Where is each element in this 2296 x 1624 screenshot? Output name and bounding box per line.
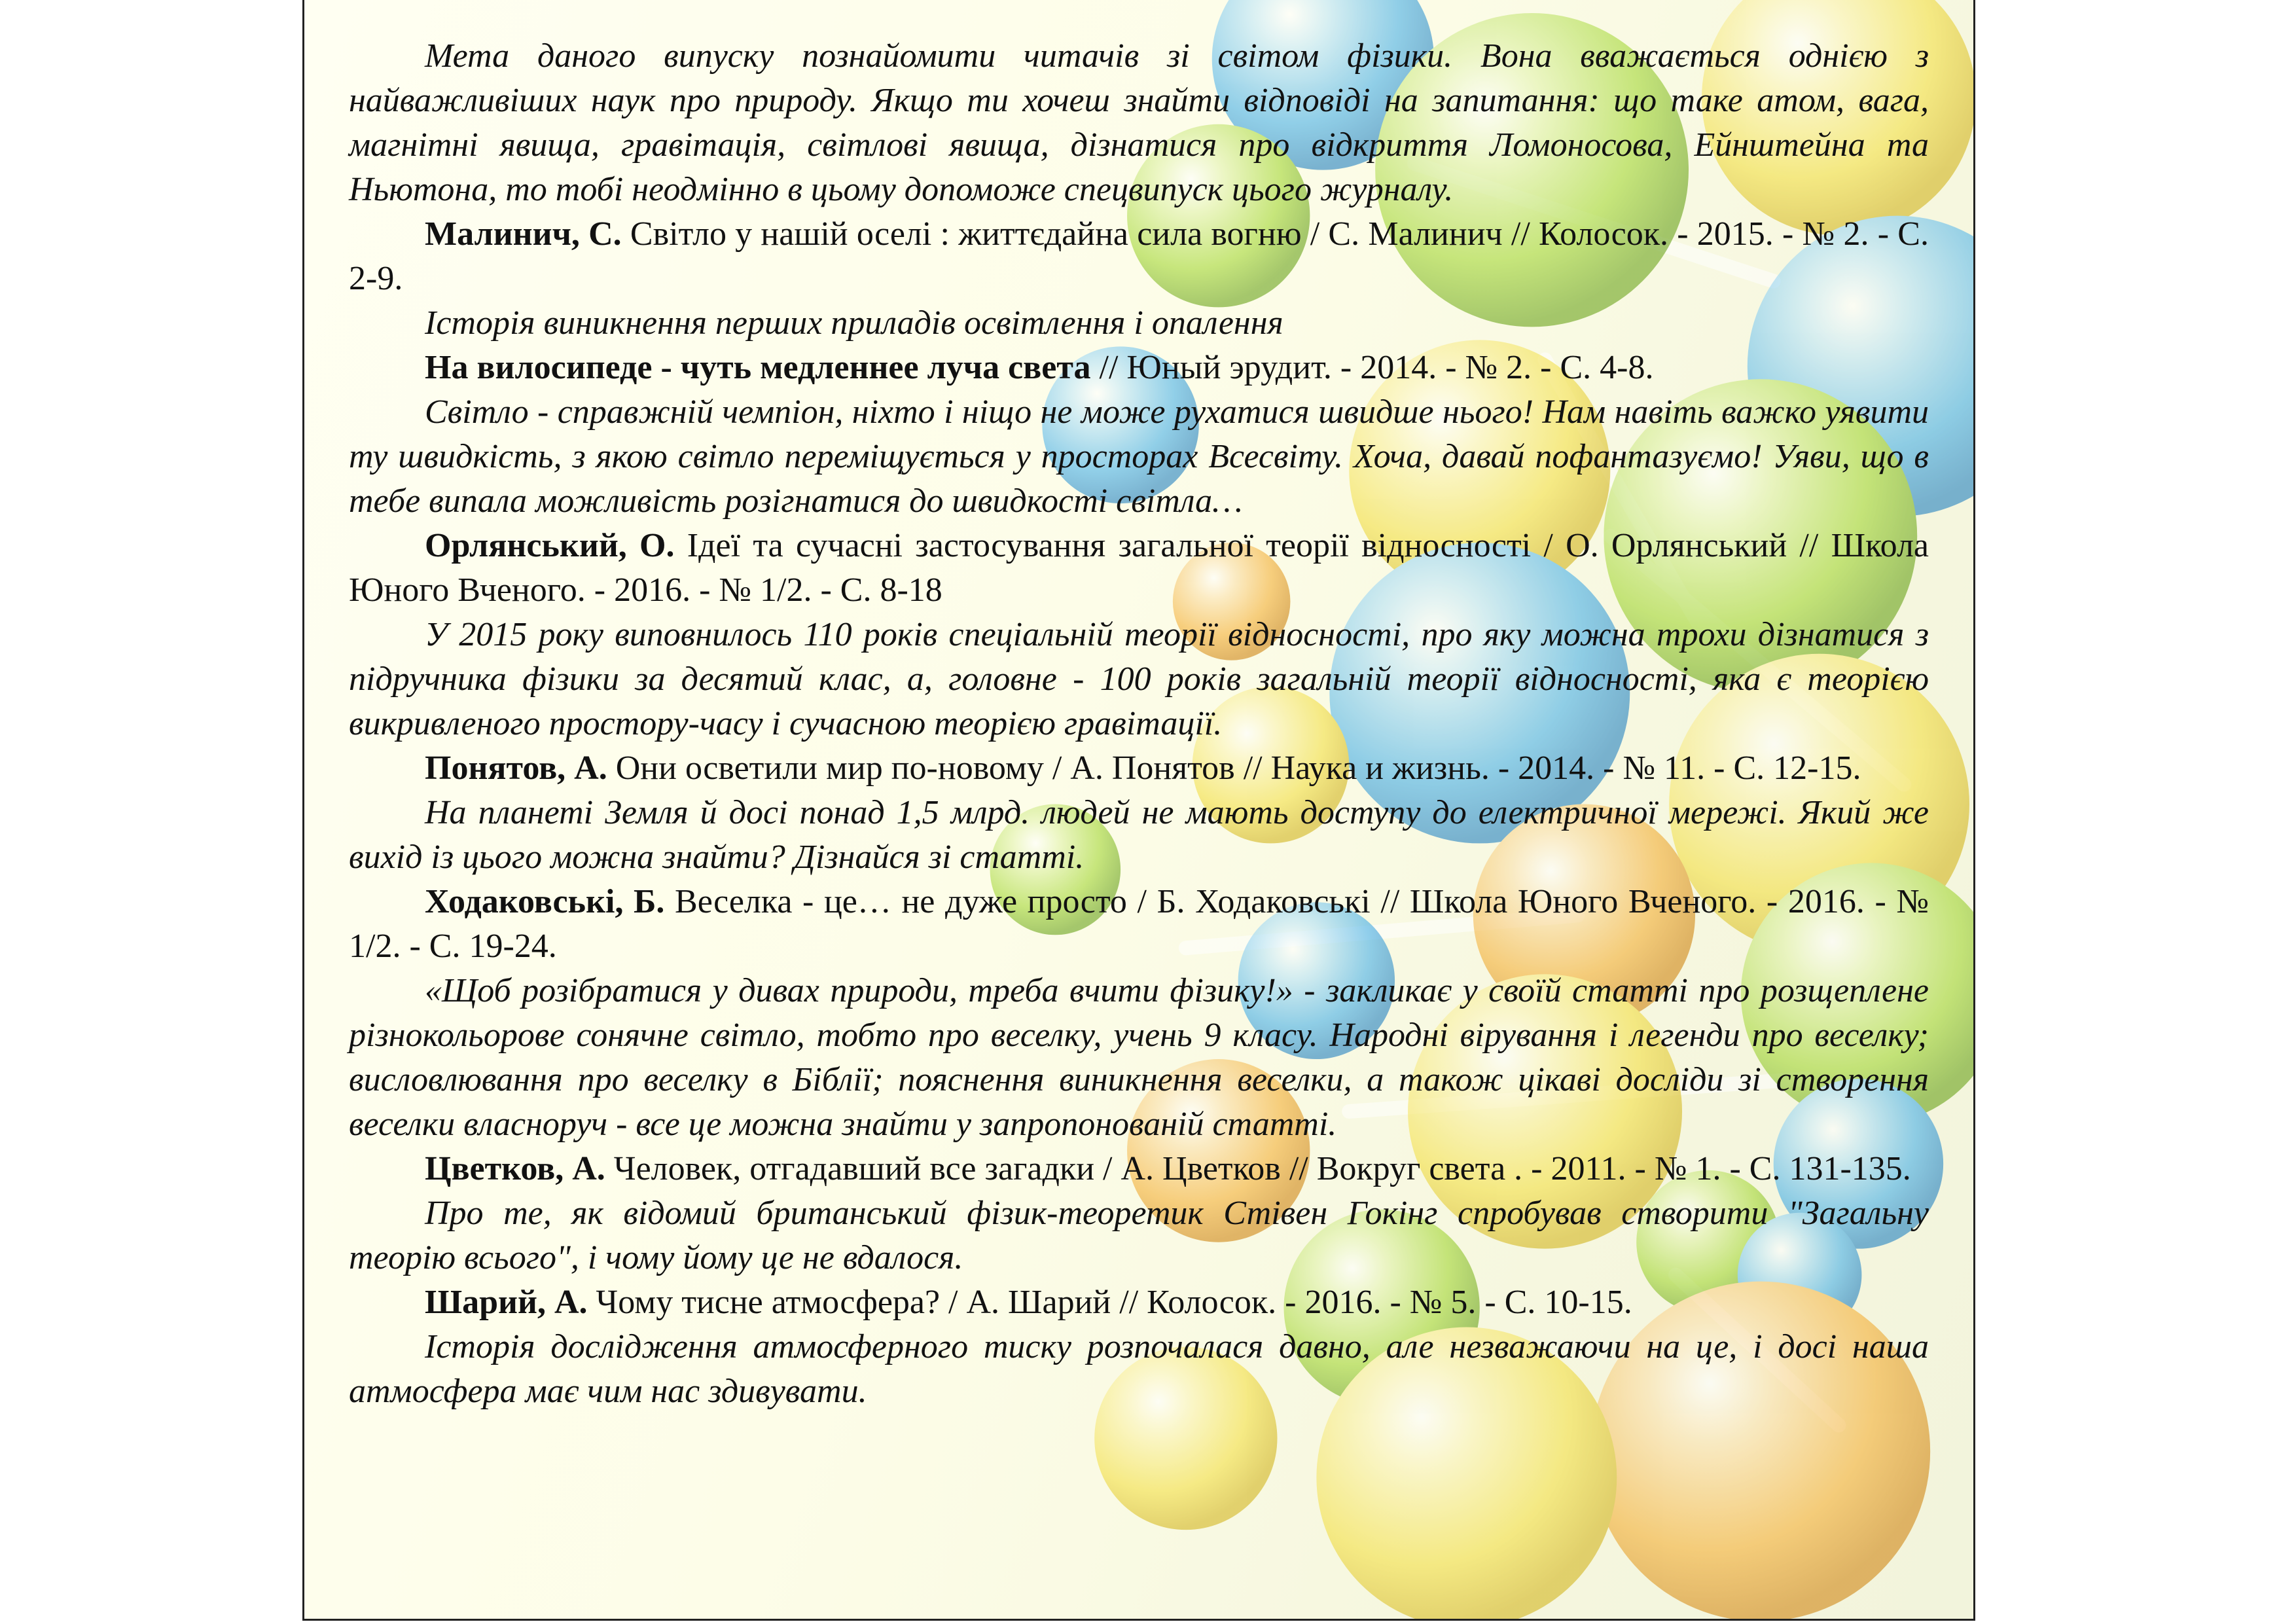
entry-citation	[349, 880, 1929, 969]
entry-details: Человек, отгадавший все загадки / А. Цветков // Вокруг света . - 2011. - № 1. - С. 131-135.	[605, 1150, 1911, 1187]
entry-details: Світло у нашій оселі : життєдайна сила вогню / С. Малинич // Колосок. - 2015. - № 2. - С. 2-9.	[349, 215, 1929, 297]
entry-details: // Юный эрудит. - 2014. - № 2. - С. 4-8.	[1090, 349, 1654, 386]
entry-citation	[349, 1147, 1929, 1191]
entry-citation	[349, 346, 1929, 390]
entry-author: Цветков, А.	[425, 1150, 605, 1187]
entry-citation	[349, 524, 1929, 613]
entry-description: На планеті Земля й досі понад 1,5 млрд. людей не мають доступу до електричної мережі. Який же вихід із цього можна знайти? Дізнайся зі статті.	[349, 794, 1929, 876]
entry-description: «Щоб розібратися у дивах природи, треба вчити фізику!» - закликає у своїй статті про розщеплене різнокольорове сонячне світло, тобто про веселку, учень 9 класу. Народні вірування і легенди про веселку; висловлювання про веселку в Біблії; пояснення виникнення веселки, а також цікаві досліди зі створення веселки власноруч - все це можна знайти у запропонованій статті.	[349, 972, 1929, 1143]
entry-author: На вилосипеде - чуть медленнее луча света	[425, 349, 1091, 386]
entry-details: Чому тисне атмосфера? / А. Шарий // Колосок. - 2016. - № 5. - С. 10-15.	[587, 1284, 1632, 1321]
entry-details: Они осветили мир по-новому / А. Понятов // Наука и жизнь. - 2014. - № 11. - С. 12-15.	[607, 749, 1861, 787]
entry-citation	[349, 746, 1929, 791]
entry-citation	[349, 212, 1929, 301]
bibliography-text	[349, 34, 1929, 1414]
entry-description: Про те, як відомий британський фізик-теоретик Стівен Гокінг спробував створити "Загальну теорію всього", і чому йому це не вдалося.	[349, 1195, 1929, 1276]
entry-author: Малинич, С.	[425, 215, 622, 253]
entry-description: Історія виникнення перших приладів освітлення і опалення	[425, 304, 1283, 342]
entry-author: Понятов, А.	[425, 749, 607, 787]
entry-description: Світло - справжній чемпіон, ніхто і ніщо не може рухатися швидше нього! Нам навіть важко уявити ту швидкість, з якою світло переміщується у просторах Всесвіту. Хоча, давай пофантазуємо! Уяви, що в тебе випала можливість розігнатися до швидкості світла…	[349, 393, 1929, 520]
document-page	[302, 0, 1975, 1621]
entry-details: Веселка - це… не дуже просто / Б. Ходаковські // Школа Юного Вченого. - 2016. - № 1/2. - С. 19-24.	[349, 883, 1929, 965]
intro-paragraph: Мета даного випуску познайомити читачів зі світом фізики. Вона вважається однією з найважливіших наук про природу. Якщо ти хочеш знайти відповіді на запитання: що таке атом, вага, магнітні явища, гравітація, світлові явища, дізнатися про відкриття Ломоносова, Ейнштейна та Ньютона, то тобі неодмінно в цьому допоможе спецвипуск цього журналу.	[349, 37, 1929, 208]
entry-citation	[349, 1280, 1929, 1325]
entry-author: Ходаковські, Б.	[425, 883, 665, 920]
entry-description: У 2015 року виповнилось 110 років спеціальній теорії відносності, про яку можна трохи дізнатися з підручника фізики за десятий клас, а, головне - 100 років загальній теорії відносності, яка є теорією викривленого простору-часу і сучасною теорією гравітації.	[349, 616, 1929, 742]
entry-details: Ідеї та сучасні застосування загальної теорії відносності / О. Орлянський // Школа Юного Вченого. - 2016. - № 1/2. - С. 8-18	[349, 527, 1929, 609]
entry-author: Шарий, А.	[425, 1284, 588, 1321]
entry-author: Орлянський, О.	[425, 527, 675, 564]
entry-description: Історія дослідження атмосферного тиску розпочалася давно, але незважаючи на це, і досі наша атмосфера має чим нас здивувати.	[349, 1328, 1929, 1410]
